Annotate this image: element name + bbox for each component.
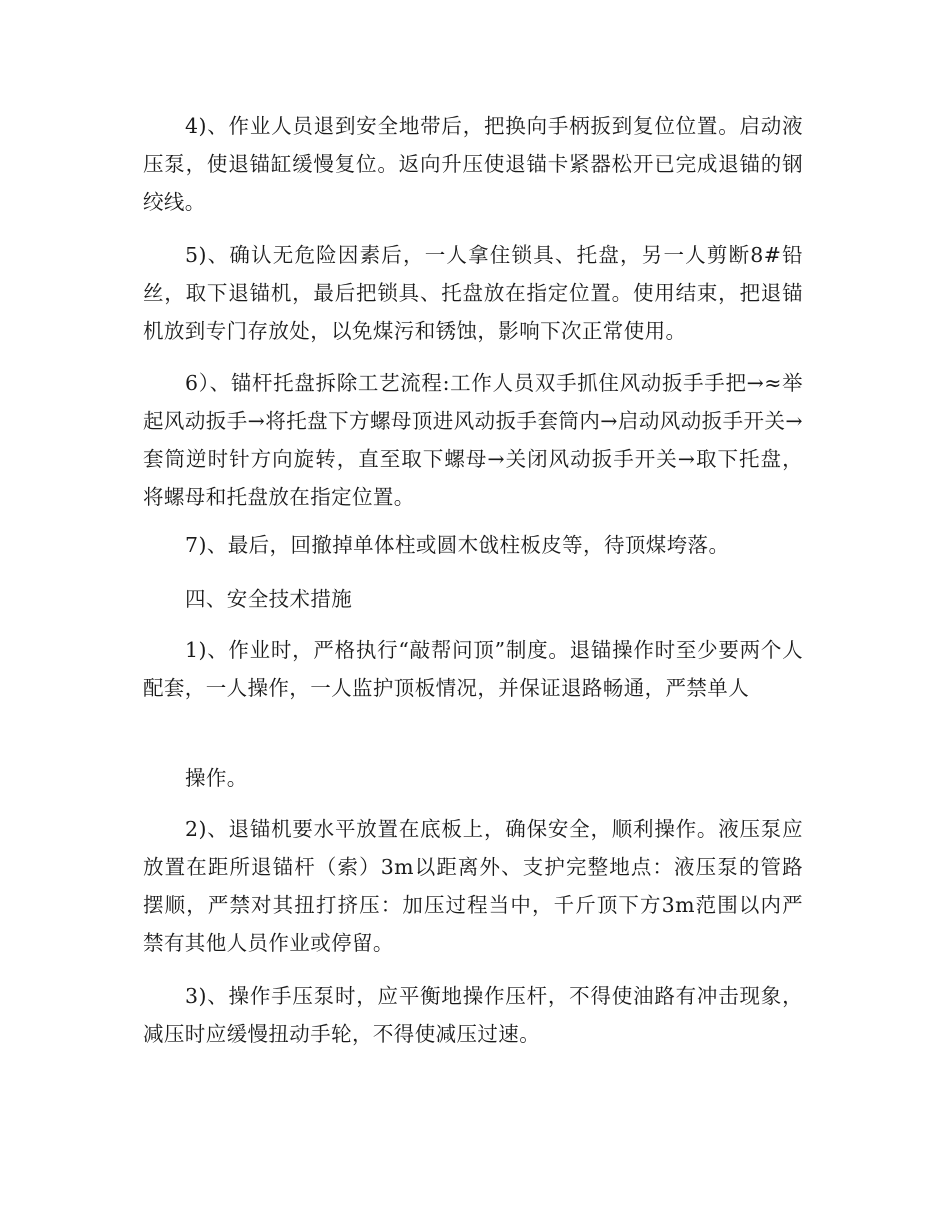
paragraph-safety-1-continued: 操作。 <box>185 766 248 790</box>
paragraph-step-4: 4)、作业人员退到安全地带后，把换向手柄扳到复位位置。启动液压泵，使退锚缸缓慢复位。返向升压使退锚卡紧器松开已完成退锚的钢绞线。 <box>143 114 803 214</box>
section-heading-safety: 四、安全技术措施 <box>185 587 353 611</box>
paragraph-safety-2: 2)、退锚机要水平放置在底板上，确保安全，顺利操作。液压泵应放置在距所退锚杆（索）3m以距离外、支护完整地点：液压泵的管路摆顺，严禁对其扭打挤压：加压过程当中，千斤顶下方3m范围以内严禁有其他人员作业或停留。 <box>143 817 803 955</box>
paragraph-step-5: 5)、确认无危险因素后，一人拿住锁具、托盘，另一人剪断8#铅丝，取下退锚机，最后把锁具、托盘放在指定位置。使用结束，把退锚机放到专门存放处，以免煤污和锈蚀，影响下次正常使用。 <box>143 243 803 343</box>
paragraph-safety-3: 3)、操作手压泵时，应平衡地操作压杆，不得使油路有冲击现象，减压时应缓慢扭动手轮，不得使减压过速。 <box>143 984 803 1046</box>
paragraph-safety-1: 1)、作业时，严格执行“敲帮问顶”制度。退锚操作时至少要两个人配套，一人操作，一人监护顶板情况，并保证退路畅通，严禁单人 <box>143 638 803 700</box>
paragraph-step-6: 6）、锚杆托盘拆除工艺流程:工作人员双手抓住风动扳手手把→≈举起风动扳手→将托盘下方螺母顶进风动扳手套筒内→启动风动扳手开关→套筒逆时针方向旋转，直至取下螺母→关闭风动扳手开关→取下托盘，将螺母和托盘放在指定位置。 <box>143 371 803 509</box>
paragraph-step-7: 7)、最后，回撤掉单体柱或圆木戗柱板皮等，待顶煤垮落。 <box>185 533 730 557</box>
